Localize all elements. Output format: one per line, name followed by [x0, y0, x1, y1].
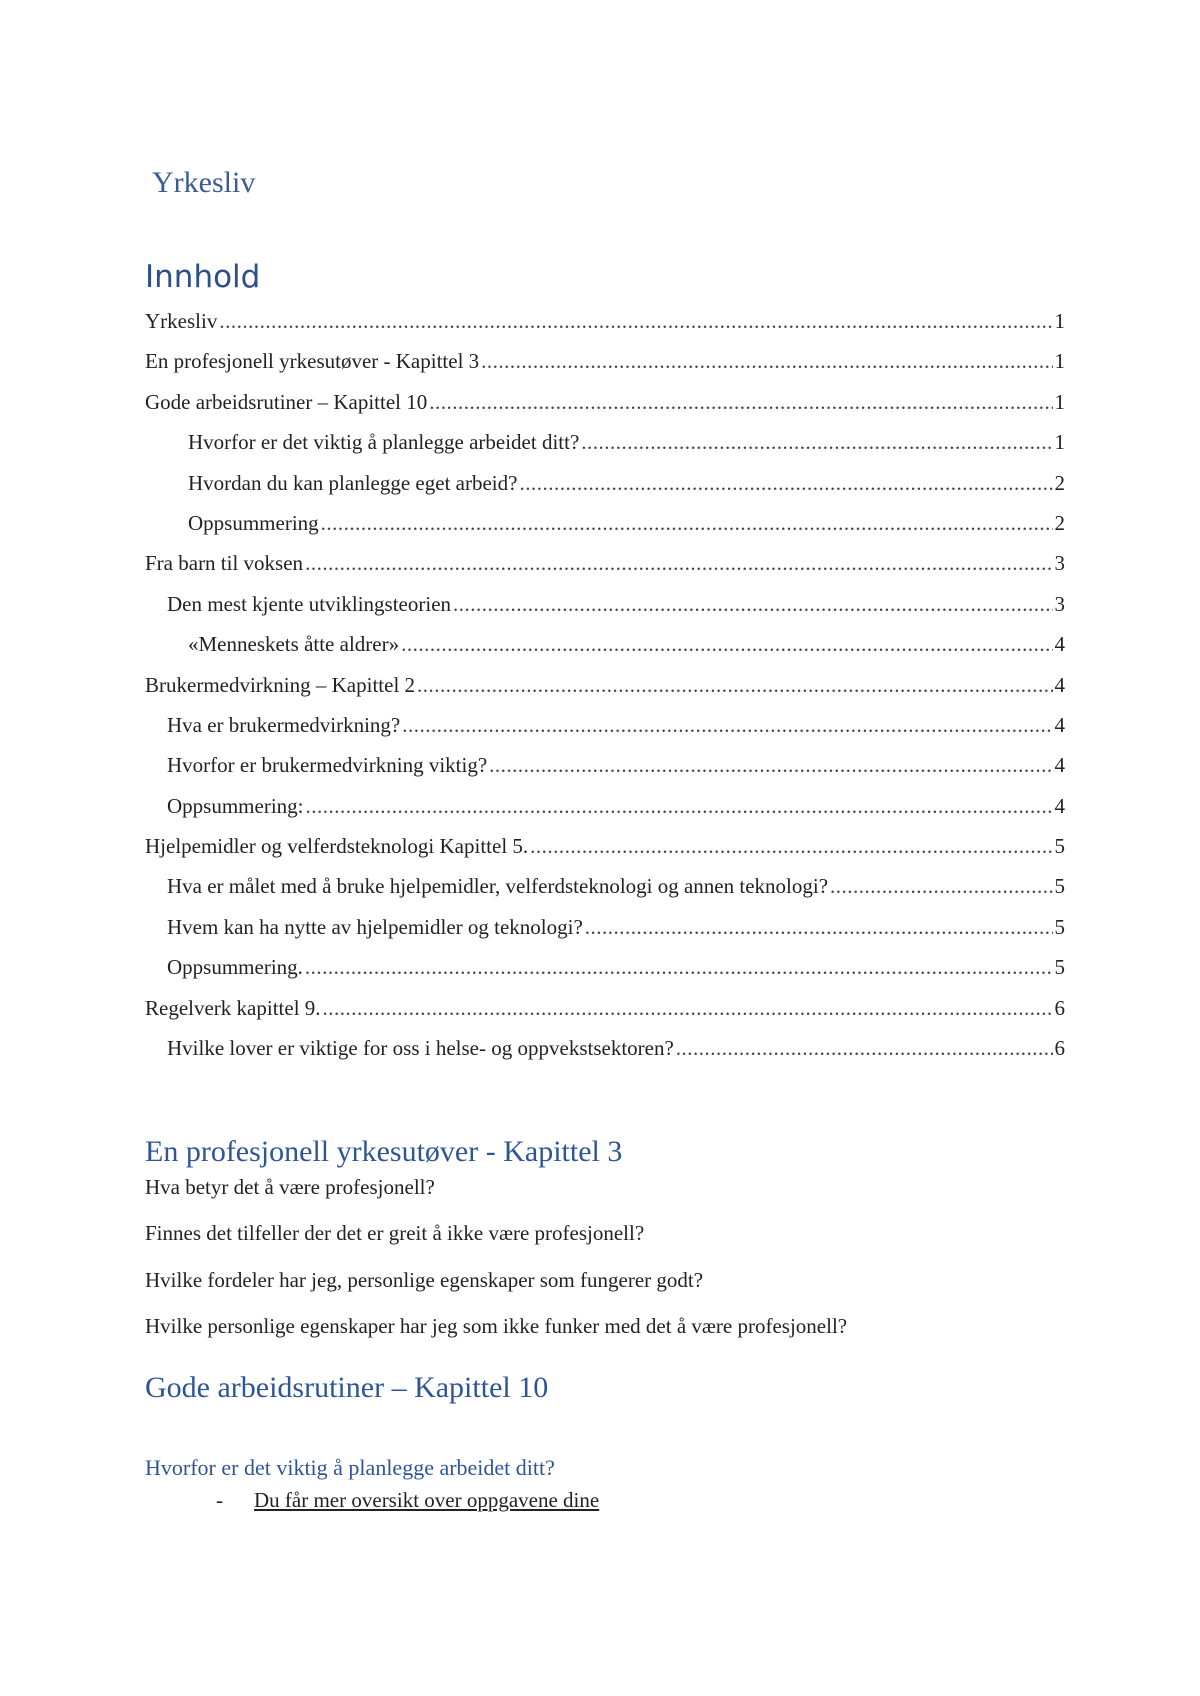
toc-page-number: 3 [1054, 551, 1065, 576]
toc-page-number: 6 [1054, 1036, 1065, 1061]
toc-entry-text: Hjelpemidler og velferdsteknologi Kapittel 5. [145, 834, 529, 859]
toc-entry-text: «Menneskets åtte aldrer» [188, 632, 400, 657]
toc-entry-text: Oppsummering: [167, 793, 304, 818]
toc-dot-leader [429, 382, 1052, 422]
toc-page-number: 4 [1054, 632, 1065, 657]
toc-dot-leader [305, 543, 1052, 583]
toc-entry-text: Regelverk kapittel 9. [145, 995, 321, 1020]
toc-entry-text: Hvem kan ha nytte av hjelpemidler og teknologi? [167, 914, 583, 939]
toc-dot-leader [530, 826, 1052, 866]
toc-entry-text: Gode arbeidsrutiner – Kapittel 10 [145, 389, 428, 414]
toc-entry-text: Oppsummering [188, 510, 319, 535]
toc-page-number: 1 [1054, 389, 1065, 414]
subheading-planlegge: Hvorfor er det viktig å planlegge arbeidet ditt? [145, 1455, 555, 1480]
toc-entry[interactable] [145, 988, 1065, 1028]
section-heading-profesjonell: En profesjonell yrkesutøver - Kapittel 3 [145, 1135, 623, 1168]
document-title: Yrkesliv [152, 166, 256, 199]
toc-entry[interactable] [145, 866, 1065, 906]
toc-page-number: 4 [1054, 753, 1065, 778]
toc-entry[interactable] [145, 947, 1065, 987]
toc-heading: Innhold [145, 259, 261, 295]
question-2: Finnes det tilfeller der det er greit å ikke være profesjonell? [145, 1221, 645, 1245]
toc-entry-text: Hvorfor er brukermedvirkning viktig? [167, 753, 488, 778]
toc-dot-leader [519, 463, 1052, 503]
bullet-marker: - [216, 1488, 223, 1512]
toc-page-number: 2 [1054, 510, 1065, 535]
toc-entry[interactable] [145, 341, 1065, 381]
bullet-text: Du får mer oversikt over oppgavene dine [254, 1488, 600, 1512]
question-3: Hvilke fordeler har jeg, personlige egenskaper som fungerer godt? [145, 1268, 704, 1292]
toc-page-number: 6 [1054, 995, 1065, 1020]
toc-page-number: 4 [1054, 672, 1065, 697]
toc-entry-text: Hva er brukermedvirkning? [167, 712, 401, 737]
toc-page-number: 1 [1054, 430, 1065, 455]
section-heading-arbeidsrutiner: Gode arbeidsrutiner – Kapittel 10 [145, 1371, 549, 1404]
toc-dot-leader [581, 422, 1052, 462]
toc-dot-leader [402, 705, 1052, 745]
toc-entry-text: En profesjonell yrkesutøver - Kapittel 3 [145, 349, 480, 374]
toc-page-number: 4 [1054, 712, 1065, 737]
toc-dot-leader [306, 786, 1053, 826]
toc-dot-leader [321, 503, 1053, 543]
bullet-item [216, 1490, 599, 1511]
toc-page-number: 5 [1054, 955, 1065, 980]
toc-entry[interactable] [145, 422, 1065, 462]
toc-dot-leader [417, 665, 1052, 705]
toc-dot-leader [830, 866, 1052, 906]
toc-entry[interactable] [145, 705, 1065, 745]
toc-page-number: 3 [1054, 591, 1065, 616]
toc-entry[interactable] [145, 1028, 1065, 1068]
toc-page-number: 5 [1054, 874, 1065, 899]
toc-entry[interactable] [145, 907, 1065, 947]
toc-dot-leader [585, 907, 1053, 947]
table-of-contents [145, 301, 1065, 1068]
toc-entry-text: Hvorfor er det viktig å planlegge arbeidet ditt? [188, 430, 580, 455]
toc-dot-leader [401, 624, 1052, 664]
toc-page-number: 1 [1054, 349, 1065, 374]
toc-entry[interactable] [145, 584, 1065, 624]
toc-entry[interactable] [145, 665, 1065, 705]
toc-page-number: 2 [1054, 470, 1065, 495]
toc-entry[interactable] [145, 503, 1065, 543]
toc-page-number: 4 [1054, 793, 1065, 818]
toc-dot-leader [489, 745, 1052, 785]
toc-page-number: 1 [1054, 309, 1065, 333]
toc-page-number: 5 [1054, 914, 1065, 939]
toc-entry-text: Oppsummering. [167, 955, 303, 980]
toc-entry-text: Fra barn til voksen [145, 551, 304, 576]
toc-entry-text: Hva er målet med å bruke hjelpemidler, velferdsteknologi og annen teknologi? [167, 874, 829, 899]
toc-entry-text: Brukermedvirkning – Kapittel 2 [145, 672, 416, 697]
toc-entry[interactable] [145, 463, 1065, 503]
toc-entry[interactable] [145, 382, 1065, 422]
toc-dot-leader [219, 301, 1052, 341]
toc-entry[interactable] [145, 745, 1065, 785]
toc-entry[interactable] [145, 786, 1065, 826]
toc-entry-text: Hvilke lover er viktige for oss i helse- og oppvekstsektoren? [167, 1036, 674, 1061]
toc-dot-leader [323, 988, 1053, 1028]
toc-entry[interactable] [145, 624, 1065, 664]
question-4: Hvilke personlige egenskaper har jeg som ikke funker med det å være profesjonell? [145, 1314, 848, 1338]
question-1: Hva betyr det å være profesjonell? [145, 1175, 435, 1199]
toc-dot-leader [453, 584, 1052, 624]
toc-entry[interactable] [145, 826, 1065, 866]
toc-entry-text: Yrkesliv [145, 309, 218, 333]
toc-entry-text: Den mest kjente utviklingsteorien [167, 591, 452, 616]
toc-dot-leader [305, 947, 1053, 987]
toc-dot-leader [676, 1028, 1053, 1068]
toc-entry[interactable] [145, 543, 1065, 583]
toc-page-number: 5 [1054, 834, 1065, 859]
toc-entry-text: Hvordan du kan planlegge eget arbeid? [188, 470, 518, 495]
toc-entry[interactable] [145, 301, 1065, 341]
toc-dot-leader [481, 341, 1052, 381]
